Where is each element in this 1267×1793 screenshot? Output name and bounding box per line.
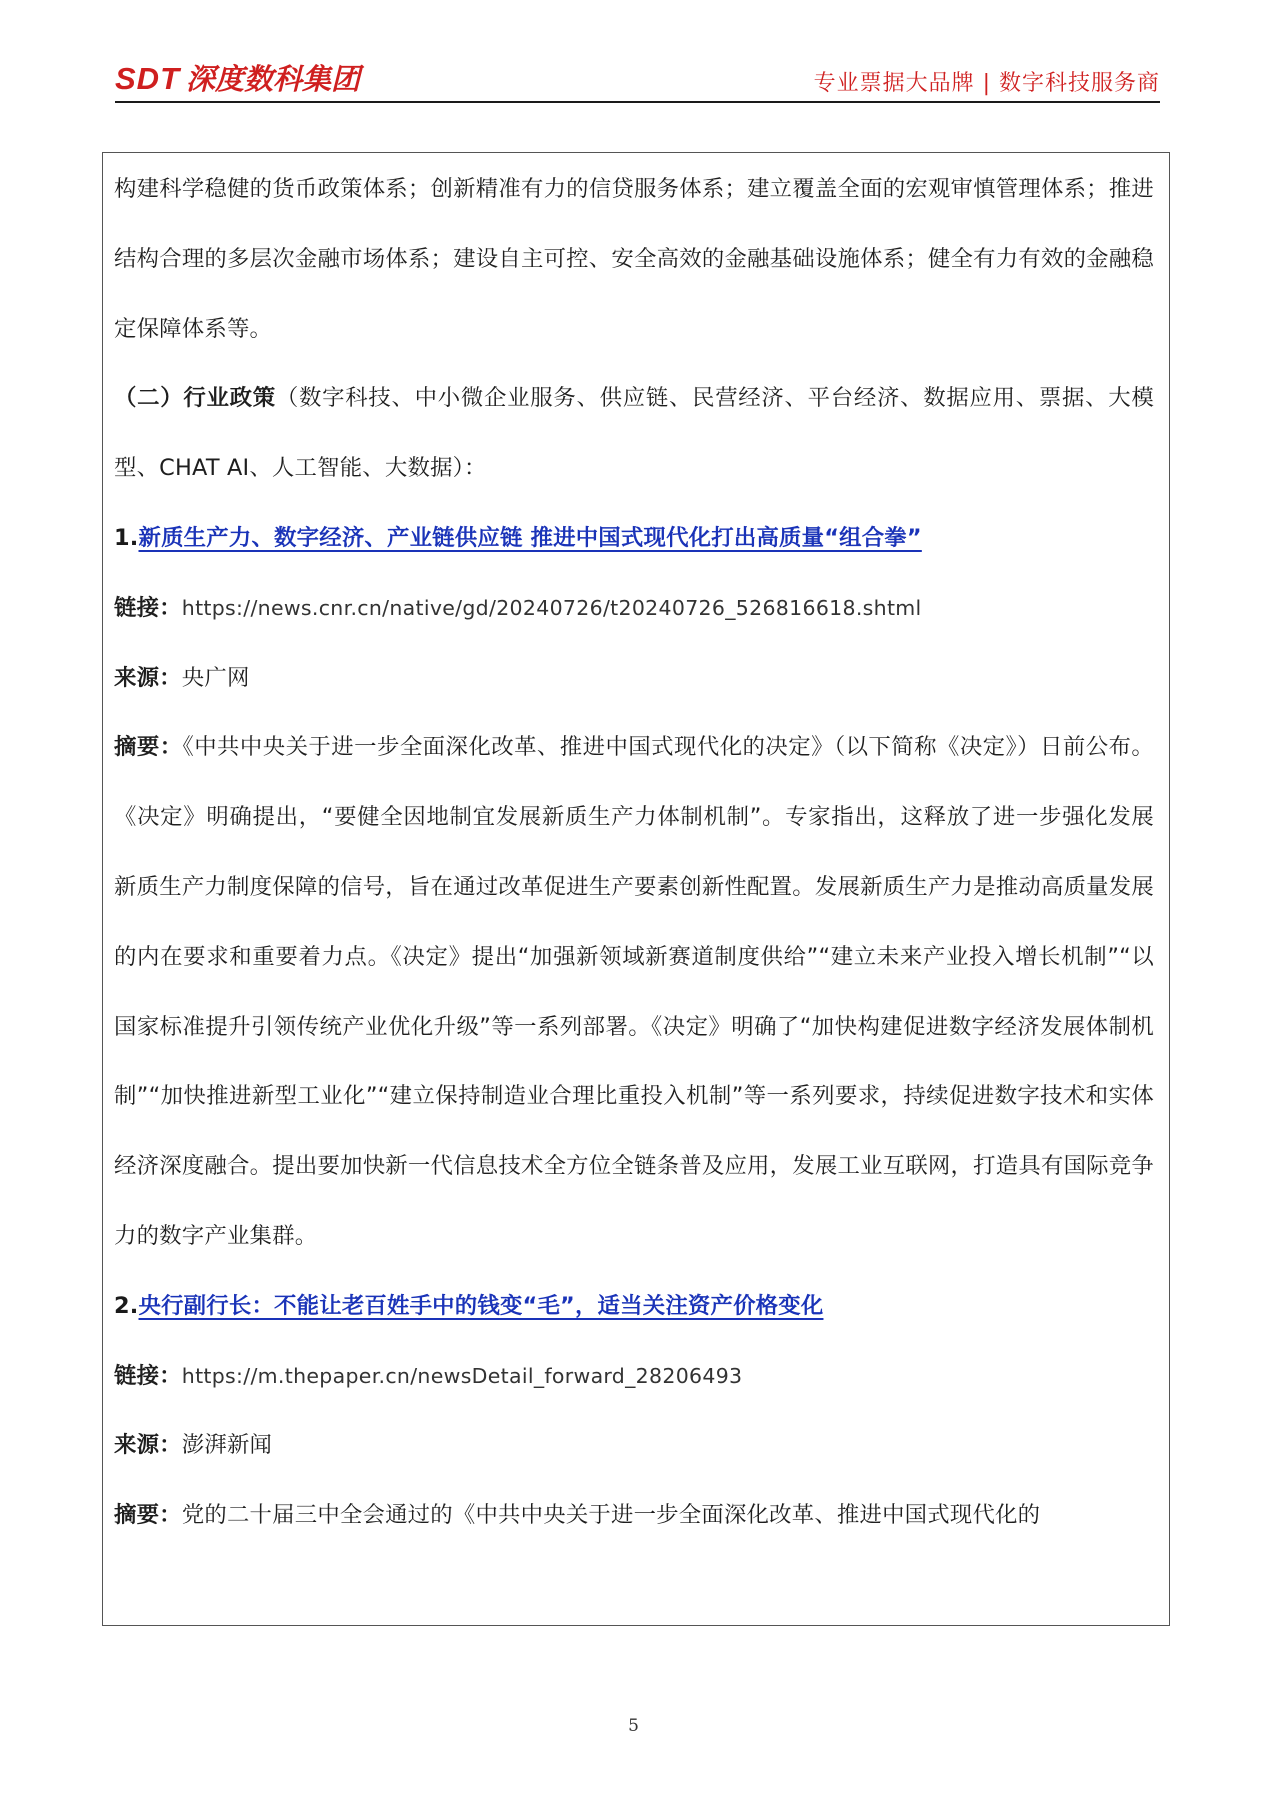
- article-title-link-1[interactable]: 新质生产力、数字经济、产业链供应链 推进中国式现代化打出高质量“组合拳”: [138, 524, 922, 551]
- article-summary-2: [114, 1481, 1154, 1551]
- link-label: 链接：: [114, 1362, 182, 1389]
- article-source-2: 澎湃新闻: [181, 1432, 273, 1459]
- intro-paragraph: 构建科学稳健的货币政策体系；创新精准有力的信贷服务体系；建立覆盖全面的宏观审慎管理体系；推进结构合理的多层次金融市场体系；建设自主可控、安全高效的金融基础设施体系；健全有力有效的金融稳定保障体系等。: [114, 176, 1154, 342]
- article-summary-1: [114, 713, 1154, 1271]
- logo-mark: SDT: [115, 61, 180, 96]
- article-source-line-1: [114, 644, 1154, 714]
- section-heading: （二）行业政策: [114, 385, 276, 412]
- article-source-1: 央广网: [181, 664, 250, 691]
- document-body: [114, 153, 1154, 1551]
- article-source-line-2: [114, 1411, 1154, 1481]
- source-label: 来源：: [114, 664, 182, 691]
- company-logo: [115, 60, 360, 98]
- article-link-line-2: [114, 1342, 1154, 1412]
- header-divider: [115, 101, 1160, 103]
- article-number-2: 2.: [114, 1292, 139, 1319]
- summary-label: 摘要：: [114, 734, 183, 761]
- article-title-link-2[interactable]: 央行副行长：不能让老百姓手中的钱变“毛”，适当关注资产价格变化: [138, 1292, 824, 1319]
- source-label: 来源：: [114, 1432, 182, 1459]
- page-number: 5: [628, 1716, 639, 1736]
- header-tagline: 专业票据大品牌 | 数字科技服务商: [813, 71, 1160, 96]
- article-title-2: [114, 1272, 1154, 1342]
- page-header: [115, 60, 1160, 102]
- article-summary-text-2: 党的二十届三中全会通过的《中共中央关于进一步全面深化改革、推进中国式现代化的: [181, 1502, 1041, 1529]
- company-name: 深度数科集团: [186, 62, 361, 96]
- section-scope: （数字科技、中小微企业服务、供应链、民营经济、平台经济、数据应用、票据、大模型、CHAT AI、人工智能、大数据）：: [114, 385, 1154, 482]
- article-number-1: 1.: [114, 524, 139, 551]
- content-frame: [102, 152, 1170, 1626]
- link-label: 链接：: [114, 594, 182, 621]
- article-url-2[interactable]: https://m.thepaper.cn/newsDetail_forward_28206493: [181, 1363, 743, 1388]
- article-summary-text-1: 《中共中央关于进一步全面深化改革、推进中国式现代化的决定》（以下简称《决定》）日前公布。《决定》明确提出，“要健全因地制宜发展新质生产力体制机制”。专家指出，这释放了进一步强化发展新质生产力制度保障的信号，旨在通过改革促进生产要素创新性配置。发展新质生产力是推动高质量发展的内在要求和重要着力点。《决定》提出“加强新领域新赛道制度供给”“建立未来产业投入增长机制”“以国家标准提升引领传统产业优化升级”等一系列部署。《决定》明确了“加快构建促进数字经济发展体制机制”“加快推进新型工业化”“建立保持制造业合理比重投入机制”等一系列要求，持续促进数字技术和实体经济深度融合。提出要加快新一代信息技术全方位全链条普及应用，发展工业互联网，打造具有国际竞争力的数字产业集群。: [114, 734, 1154, 1249]
- summary-label: 摘要：: [114, 1502, 182, 1529]
- section-heading-paragraph: [114, 364, 1154, 504]
- article-link-line-1: [114, 574, 1154, 644]
- article-title-1: [114, 504, 1154, 574]
- article-url-1[interactable]: https://news.cnr.cn/native/gd/20240726/t20240726_526816618.shtml: [181, 595, 922, 620]
